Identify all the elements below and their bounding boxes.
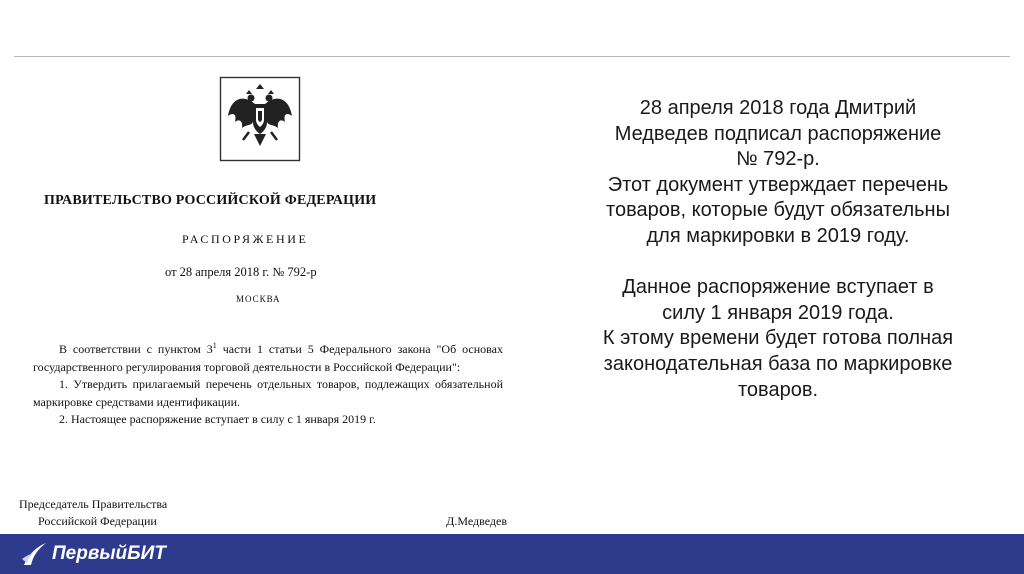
summary-line: для маркировки в 2019 году. <box>646 224 910 247</box>
summary-line: товаров, которые будут обязательны <box>606 199 950 222</box>
order-date-number: от 28 апреля 2018 г. № 792-р <box>165 265 317 279</box>
signatory-position: Председатель Правительства <box>19 497 168 511</box>
summary-line: силу 1 января 2019 года. <box>662 301 894 324</box>
summary-text <box>548 96 1008 403</box>
summary-line: К этому времени будет готова полная <box>602 327 954 350</box>
superscript: 1 <box>212 341 217 350</box>
summary-line: законодательная база по маркировке <box>603 352 953 375</box>
summary-line: товаров. <box>737 378 818 401</box>
summary-line: Этот документ утверждает перечень <box>607 173 949 196</box>
decree-body <box>33 341 503 429</box>
signatory-name: Д.Медведев <box>446 514 507 528</box>
summary-line: Медведев подписал распоряжение <box>614 122 942 145</box>
order-city: МОСКВА <box>236 294 281 304</box>
summary-line: № 792-р. <box>736 148 820 171</box>
swoosh-logo-icon <box>20 541 48 567</box>
order-title: РАСПОРЯЖЕНИЕ <box>182 232 309 246</box>
decree-item-2: 2. Настоящее распоряжение вступает в силу с 1 января 2019 г. <box>59 412 376 426</box>
summary-line: Данное распоряжение вступает в <box>622 276 934 299</box>
government-title: ПРАВИТЕЛЬСТВО РОССИЙСКОЙ ФЕДЕРАЦИИ <box>44 193 377 208</box>
decree-item-1: 1. Утвердить прилагаемый перечень отдельных товаров, подлежащих обязательной маркировке средствами идентификации. <box>33 377 503 409</box>
signatory-position-line2: Российской Федерации <box>38 514 157 528</box>
decree-paragraph-1: В соответствии с пунктом $3^1$ части 1 статьи 5 Федерального закона "Об основах государственного регулирования торговой деятельности в Российской Федерации": <box>33 341 503 374</box>
brand-logo-text: ПервыйБИТ <box>52 543 166 564</box>
summary-line: 28 апреля 2018 года Дмитрий <box>639 97 917 119</box>
double-headed-eagle-emblem-icon <box>219 76 301 162</box>
footer-bar <box>0 534 1024 574</box>
